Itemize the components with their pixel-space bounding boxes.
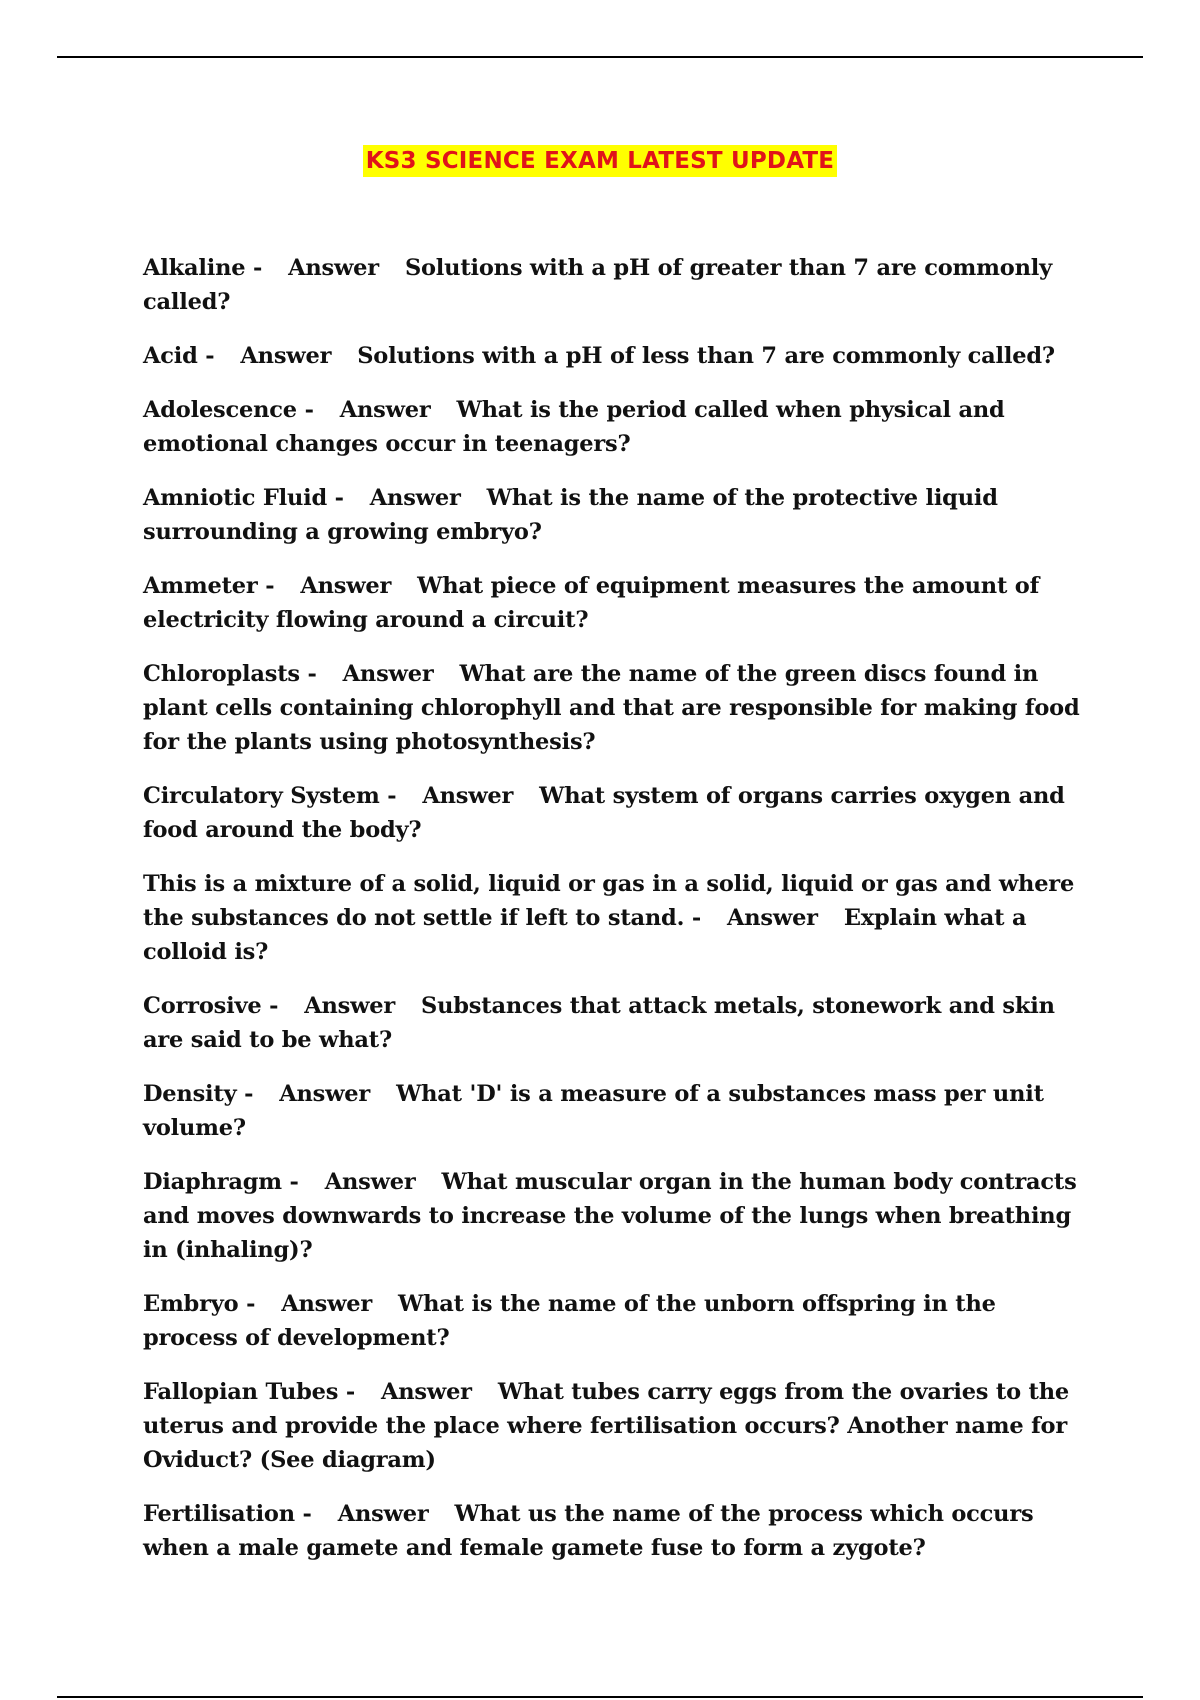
qa-answer-label: Answer bbox=[300, 573, 392, 599]
qa-term: Fallopian Tubes bbox=[143, 1379, 339, 1405]
qa-answer-label: Answer bbox=[279, 1081, 371, 1107]
qa-separator: - bbox=[246, 1291, 256, 1317]
qa-answer-label: Answer bbox=[337, 1501, 429, 1527]
qa-separator: - bbox=[304, 397, 314, 423]
qa-item bbox=[143, 1077, 1095, 1145]
qa-question: What 'D' is a measure of a substances mass per unit volume? bbox=[143, 1081, 1044, 1141]
qa-term: Chloroplasts bbox=[143, 661, 300, 687]
qa-item bbox=[143, 1375, 1095, 1477]
qa-item bbox=[143, 339, 1095, 373]
qa-list bbox=[143, 251, 1095, 1585]
qa-question: What are the name of the green discs found in plant cells containing chlorophyll and that are responsible for making food for the plants using photosynthesis? bbox=[143, 661, 1080, 755]
qa-item bbox=[143, 989, 1095, 1057]
qa-separator: - bbox=[269, 993, 279, 1019]
qa-question: What muscular organ in the human body contracts and moves downwards to increase the volume of the lungs when breathing in (inhaling)? bbox=[143, 1169, 1077, 1263]
qa-item bbox=[143, 657, 1095, 759]
qa-answer-label: Answer bbox=[422, 783, 514, 809]
qa-term: Acid bbox=[143, 343, 198, 369]
top-rule bbox=[57, 56, 1143, 58]
qa-term: Ammeter bbox=[143, 573, 258, 599]
qa-separator: - bbox=[334, 485, 344, 511]
qa-term: Diaphragm bbox=[143, 1169, 282, 1195]
qa-question: Substances that attack metals, stonework and skin are said to be what? bbox=[143, 993, 1055, 1053]
qa-item bbox=[143, 867, 1095, 969]
qa-separator: - bbox=[289, 1169, 299, 1195]
qa-item bbox=[143, 1287, 1095, 1355]
qa-item bbox=[143, 569, 1095, 637]
qa-separator: - bbox=[252, 255, 263, 281]
qa-answer-label: Answer bbox=[288, 255, 379, 281]
qa-answer-label: Answer bbox=[281, 1291, 373, 1317]
qa-question: What tubes carry eggs from the ovaries to the uterus and provide the place where fertilisation occurs? Another name for Oviduct? (See diagram) bbox=[143, 1379, 1070, 1473]
qa-answer-label: Answer bbox=[342, 661, 434, 687]
qa-term: Corrosive bbox=[143, 993, 262, 1019]
bottom-rule bbox=[57, 1696, 1143, 1698]
qa-answer-label: Answer bbox=[324, 1169, 416, 1195]
qa-term: Adolescence bbox=[143, 397, 297, 423]
qa-term: Density bbox=[143, 1081, 237, 1107]
qa-question: What piece of equipment measures the amount of electricity flowing around a circuit? bbox=[143, 573, 1040, 633]
qa-answer-label: Answer bbox=[304, 993, 396, 1019]
qa-item bbox=[143, 1497, 1095, 1565]
qa-question: Solutions with a pH of less than 7 are commonly called? bbox=[357, 343, 1055, 369]
qa-answer-label: Answer bbox=[727, 905, 818, 931]
page-title: KS3 SCIENCE EXAM LATEST UPDATE bbox=[363, 145, 837, 177]
qa-answer-label: Answer bbox=[369, 485, 461, 511]
qa-question: What system of organs carries oxygen and food around the body? bbox=[143, 783, 1065, 843]
qa-question: What is the name of the unborn offspring in the process of development? bbox=[143, 1291, 996, 1351]
qa-answer-label: Answer bbox=[339, 397, 431, 423]
qa-question: What is the name of the protective liquid surrounding a growing embryo? bbox=[143, 485, 998, 545]
qa-separator: - bbox=[387, 783, 397, 809]
qa-item bbox=[143, 251, 1095, 319]
qa-answer-label: Answer bbox=[240, 343, 332, 369]
qa-separator: - bbox=[265, 573, 275, 599]
qa-question: Solutions with a pH of greater than 7 are commonly called? bbox=[143, 255, 1052, 315]
qa-separator: - bbox=[244, 1081, 254, 1107]
qa-separator: - bbox=[307, 661, 317, 687]
qa-item bbox=[143, 779, 1095, 847]
qa-question: Explain what a colloid is? bbox=[143, 905, 1027, 965]
qa-question: What us the name of the process which occurs when a male gamete and female gamete fuse to form a zygote? bbox=[143, 1501, 1034, 1561]
qa-item bbox=[143, 1165, 1095, 1267]
qa-term: Alkaline bbox=[143, 255, 246, 281]
qa-term: This is a mixture of a solid, liquid or gas in a solid, liquid or gas and where the substances do not settle if left to stand. bbox=[143, 871, 1075, 931]
title-container bbox=[0, 145, 1200, 177]
qa-item bbox=[143, 481, 1095, 549]
qa-separator: - bbox=[302, 1501, 312, 1527]
qa-answer-label: Answer bbox=[381, 1379, 472, 1405]
qa-term: Circulatory System bbox=[143, 783, 380, 809]
qa-term: Amniotic Fluid bbox=[143, 485, 328, 511]
qa-separator: - bbox=[691, 905, 702, 931]
qa-item bbox=[143, 393, 1095, 461]
qa-question: What is the period called when physical and emotional changes occur in teenagers? bbox=[143, 397, 1005, 457]
qa-separator: - bbox=[205, 343, 215, 369]
qa-separator: - bbox=[345, 1379, 356, 1405]
qa-term: Embryo bbox=[143, 1291, 239, 1317]
qa-term: Fertilisation bbox=[143, 1501, 295, 1527]
